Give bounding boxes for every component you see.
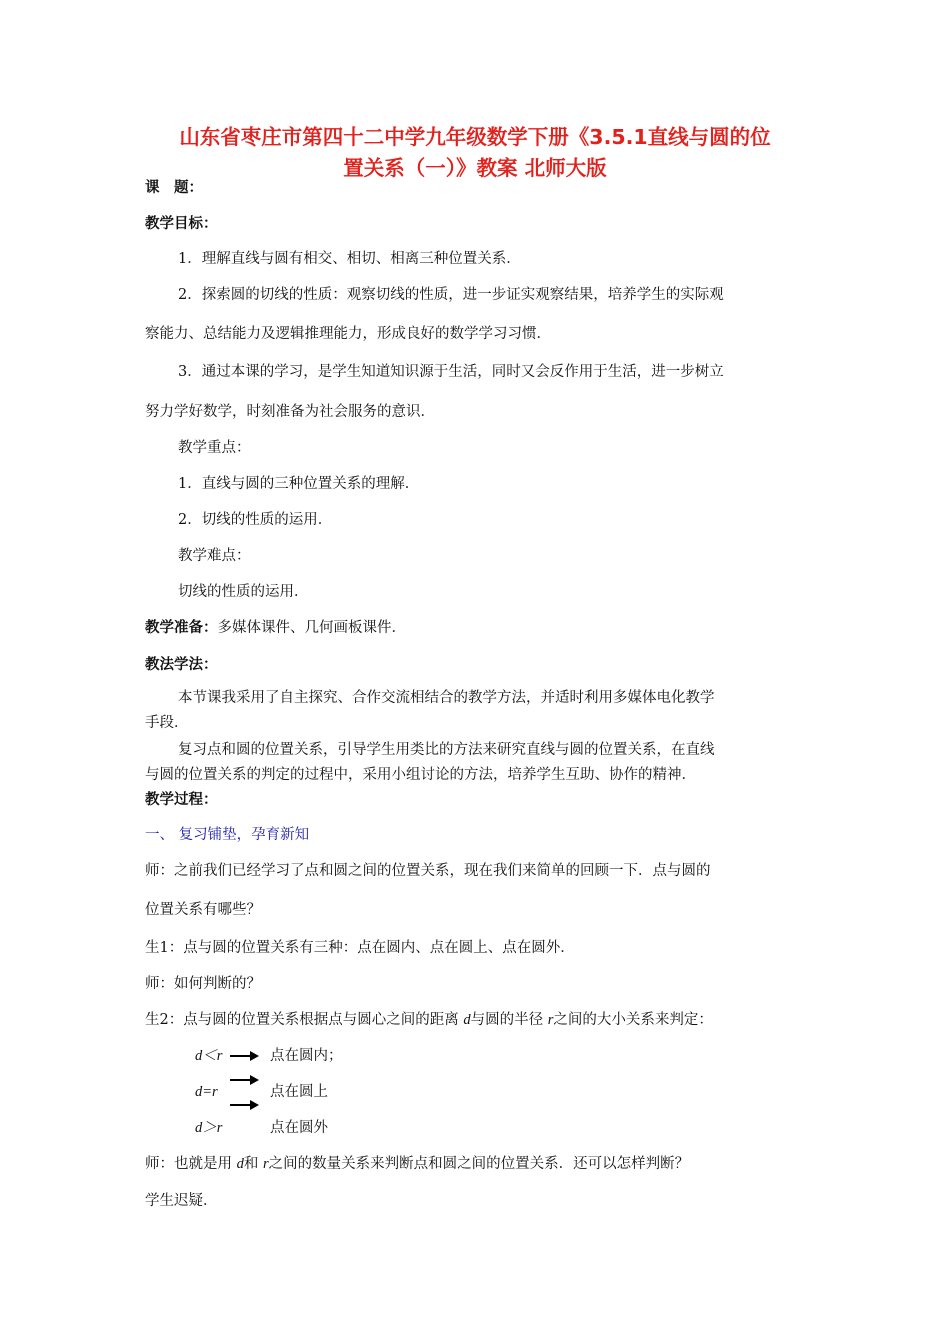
- difficulty-heading: 教学难点：: [178, 548, 251, 564]
- goal-2-line-1: 2．探索圆的切线的性质：观察切线的性质，进一步证实观察结果，培养学生的实际观: [178, 287, 724, 303]
- s2-text-mid: 与圆的半径: [470, 1012, 548, 1028]
- difficulty-1: 切线的性质的运用．: [178, 584, 309, 600]
- goal-2-line-2: 察能力、总结能力及逻辑推理能力，形成良好的数学学习习惯．: [145, 326, 551, 342]
- student-1-line: 生1：点与圆的位置关系有三种：点在圆内、点在圆上、点在圆外．: [145, 940, 575, 956]
- process-heading: 教学过程：: [145, 792, 218, 808]
- relation-1-inequality: d＜r: [195, 1048, 223, 1064]
- student-2-line: [145, 1010, 713, 1030]
- student-3-line: 学生迟疑．: [145, 1193, 218, 1209]
- teacher-line-1a: 师：之前我们已经学习了点和圆之间的位置关系，现在我们来简单的回顾一下．点与圆的: [145, 863, 711, 879]
- s2-text-post: 之间的大小关系来判定：: [553, 1012, 713, 1028]
- relation-1-result: 点在圆内；: [270, 1048, 343, 1064]
- t3-text-mid: 和: [243, 1156, 263, 1172]
- teacher-line-2: 师：如何判断的？: [145, 976, 261, 992]
- arrow-right-icon: [230, 1098, 260, 1112]
- teacher-line-3: [145, 1154, 689, 1174]
- goals-heading: 教学目标：: [145, 216, 218, 232]
- relation-3-result: 点在圆外: [270, 1120, 328, 1136]
- topic-label: 课 题：: [145, 180, 203, 196]
- key-point-2: 2．切线的性质的运用．: [178, 512, 333, 528]
- arrow-right-icon: [230, 1073, 260, 1087]
- prep-label: 教学准备：: [145, 620, 218, 636]
- goal-3-line-1: 3．通过本课的学习，是学生知道知识源于生活，同时又会反作用于生活，进一步树立: [178, 364, 724, 380]
- method-p2-line-1: 复习点和圆的位置关系，引导学生用类比的方法来研究直线与圆的位置关系，在直线: [178, 742, 715, 758]
- var-r: r: [262, 1156, 269, 1172]
- arrow-right-icon: [230, 1049, 260, 1063]
- s2-text-pre: 生2：点与圆的位置关系根据点与圆心之间的距离: [145, 1012, 464, 1028]
- goal-3-line-2: 努力学好数学，时刻准备为社会服务的意识．: [145, 404, 435, 420]
- var-r: r: [547, 1012, 554, 1028]
- section-1-heading: 一、 复习铺垫，孕育新知: [145, 827, 310, 843]
- method-p1-line-2: 手段．: [145, 715, 189, 731]
- teacher-line-1b: 位置关系有哪些？: [145, 902, 261, 918]
- prep-line: [145, 618, 406, 638]
- key-points-heading: 教学重点：: [178, 440, 251, 456]
- method-heading: 教法学法：: [145, 657, 218, 673]
- title-line-2: 置关系（一）》教案 北师大版: [343, 156, 607, 180]
- title-line-1: 山东省枣庄市第四十二中学九年级数学下册《3.5.1直线与圆的位: [179, 125, 771, 149]
- t3-text-post: 之间的数量关系来判断点和圆之间的位置关系．还可以怎样判断？: [268, 1156, 690, 1172]
- goal-1: 1．理解直线与圆有相交、相切、相离三种位置关系．: [178, 251, 521, 267]
- t3-text-pre: 师：也就是用: [145, 1156, 237, 1172]
- method-p2-line-2: 与圆的位置关系的判定的过程中，采用小组讨论的方法，培养学生互助、协作的精神．: [145, 767, 696, 783]
- method-p1-line-1: 本节课我采用了自主探究、合作交流相结合的教学方法，并适时利用多媒体电化教学: [178, 690, 715, 706]
- prep-text: 多媒体课件、几何画板课件．: [217, 620, 406, 636]
- var-d: d: [463, 1012, 471, 1028]
- relation-3-inequality: d＞r: [195, 1120, 223, 1136]
- document-title: [140, 122, 810, 184]
- var-d: d: [236, 1156, 244, 1172]
- relation-2-inequality: d=r: [195, 1084, 218, 1100]
- relation-2-result: 点在圆上: [270, 1084, 328, 1100]
- key-point-1: 1．直线与圆的三种位置关系的理解．: [178, 476, 420, 492]
